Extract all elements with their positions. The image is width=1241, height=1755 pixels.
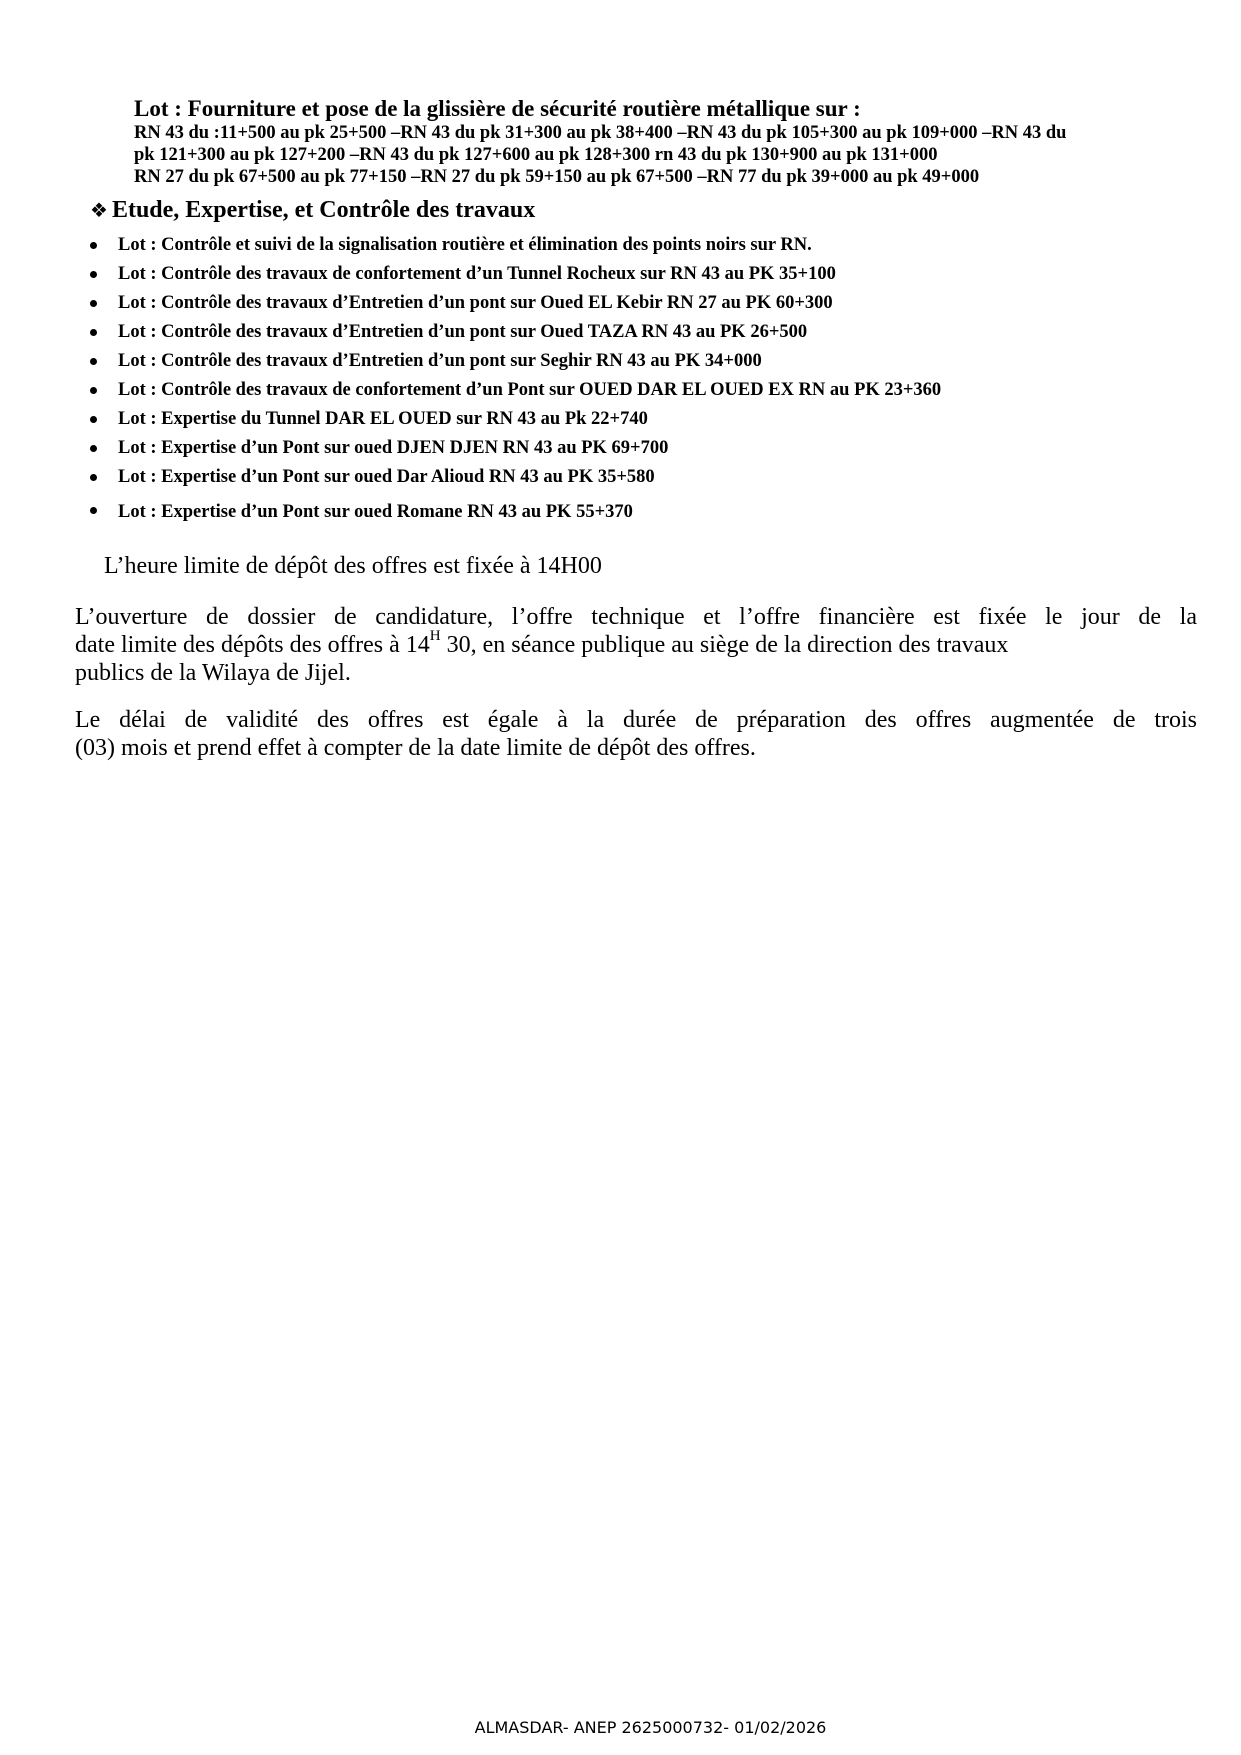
opening-line-part: 30, en séance publique au siège de la direction des travaux (440, 632, 1009, 658)
bullet-dot-icon (90, 445, 97, 452)
list-item (88, 463, 1188, 492)
list-item (88, 318, 1188, 347)
lot-glissiere-detail-line: RN 27 du pk 67+500 au pk 77+150 –RN 27 du pk 59+150 au pk 67+500 –RN 77 du pk 39+000 au pk 49+000 (134, 167, 980, 187)
lot-glissiere-detail-line: RN 43 du :11+500 au pk 25+500 –RN 43 du pk 31+300 au pk 38+400 –RN 43 du pk 105+300 au pk 109+000 –RN 43 du (134, 123, 1067, 143)
list-item-text: Lot : Contrôle des travaux d’Entretien d’un pont sur Seghir RN 43 au PK 34+000 (118, 351, 762, 371)
list-item (88, 260, 1188, 289)
bullet-dot-icon (90, 271, 97, 278)
validity-paragraph (75, 706, 1197, 762)
list-item (88, 405, 1188, 434)
list-item-text: Lot : Expertise d’un Pont sur oued Romane RN 43 au PK 55+370 (118, 502, 633, 522)
list-item (88, 376, 1188, 405)
list-item (88, 231, 1188, 260)
list-item-text: Lot : Expertise d’un Pont sur oued Dar Alioud RN 43 au PK 35+580 (118, 467, 655, 487)
section-heading-text: Etude, Expertise, et Contrôle des travaux (111, 197, 536, 223)
list-item-text: Lot : Contrôle des travaux d’Entretien d’un pont sur Oued EL Kebir RN 27 au PK 60+300 (118, 293, 833, 313)
lot-glissiere-detail-line: pk 121+300 au pk 127+200 –RN 43 du pk 127+600 au pk 128+300 rn 43 du pk 130+900 au pk 131+000 (134, 145, 938, 165)
bullet-dot-icon (90, 300, 97, 307)
footer-reference: ALMASDAR- ANEP 2625000732- 01/02/2026 (474, 1718, 827, 1737)
bullet-dot-icon (90, 358, 97, 365)
list-item (88, 347, 1188, 376)
lot-glissiere-title: Lot : Fourniture et pose de la glissière de sécurité routière métallique sur : (134, 96, 861, 121)
opening-line-with-time (75, 628, 1197, 659)
opening-paragraph (75, 603, 1197, 687)
list-item-text: Lot : Contrôle des travaux de confortement d’un Tunnel Rocheux sur RN 43 au PK 35+100 (118, 264, 836, 284)
list-item-text: Lot : Contrôle des travaux d’Entretien d’un pont sur Oued TAZA RN 43 au PK 26+500 (118, 322, 808, 342)
list-item-text: Lot : Contrôle et suivi de la signalisation routière et élimination des points noirs sur RN. (118, 235, 812, 255)
validity-line: Le délai de validité des offres est égale à la durée de préparation des offres augmentée de trois (75, 707, 1197, 733)
hour-superscript: H (429, 628, 441, 644)
deadline-text: L’heure limite de dépôt des offres est fixée à 14H00 (104, 553, 602, 579)
list-item-text: Lot : Expertise d’un Pont sur oued DJEN DJEN RN 43 au PK 69+700 (118, 438, 669, 458)
section-heading (90, 196, 535, 224)
bullet-dot-icon (90, 474, 97, 481)
list-item-text: Lot : Contrôle des travaux de confortement d’un Pont sur OUED DAR EL OUED EX RN au PK 23+360 (118, 380, 942, 400)
bullet-dot-icon (90, 416, 97, 423)
bullet-dot-icon (90, 329, 97, 336)
opening-line: L’ouverture de dossier de candidature, l’offre technique et l’offre financière est fixée le jour de la (75, 604, 1197, 630)
bullet-dot-icon (90, 387, 97, 394)
validity-line: (03) mois et prend effet à compter de la date limite de dépôt des offres. (75, 735, 756, 761)
list-item (88, 492, 1188, 526)
lot-glissiere-block (134, 96, 1204, 188)
bullet-dot-icon (90, 507, 97, 514)
opening-line-part: date limite des dépôts des offres à 14 (75, 632, 430, 658)
opening-line: publics de la Wilaya de Jijel. (75, 660, 351, 686)
diamond-bullet-icon: ❖ (90, 198, 108, 222)
bullet-dot-icon (90, 242, 97, 249)
list-item (88, 434, 1188, 463)
list-item (88, 289, 1188, 318)
list-item-text: Lot : Expertise du Tunnel DAR EL OUED sur RN 43 au Pk 22+740 (118, 409, 648, 429)
lot-list (88, 231, 1188, 526)
